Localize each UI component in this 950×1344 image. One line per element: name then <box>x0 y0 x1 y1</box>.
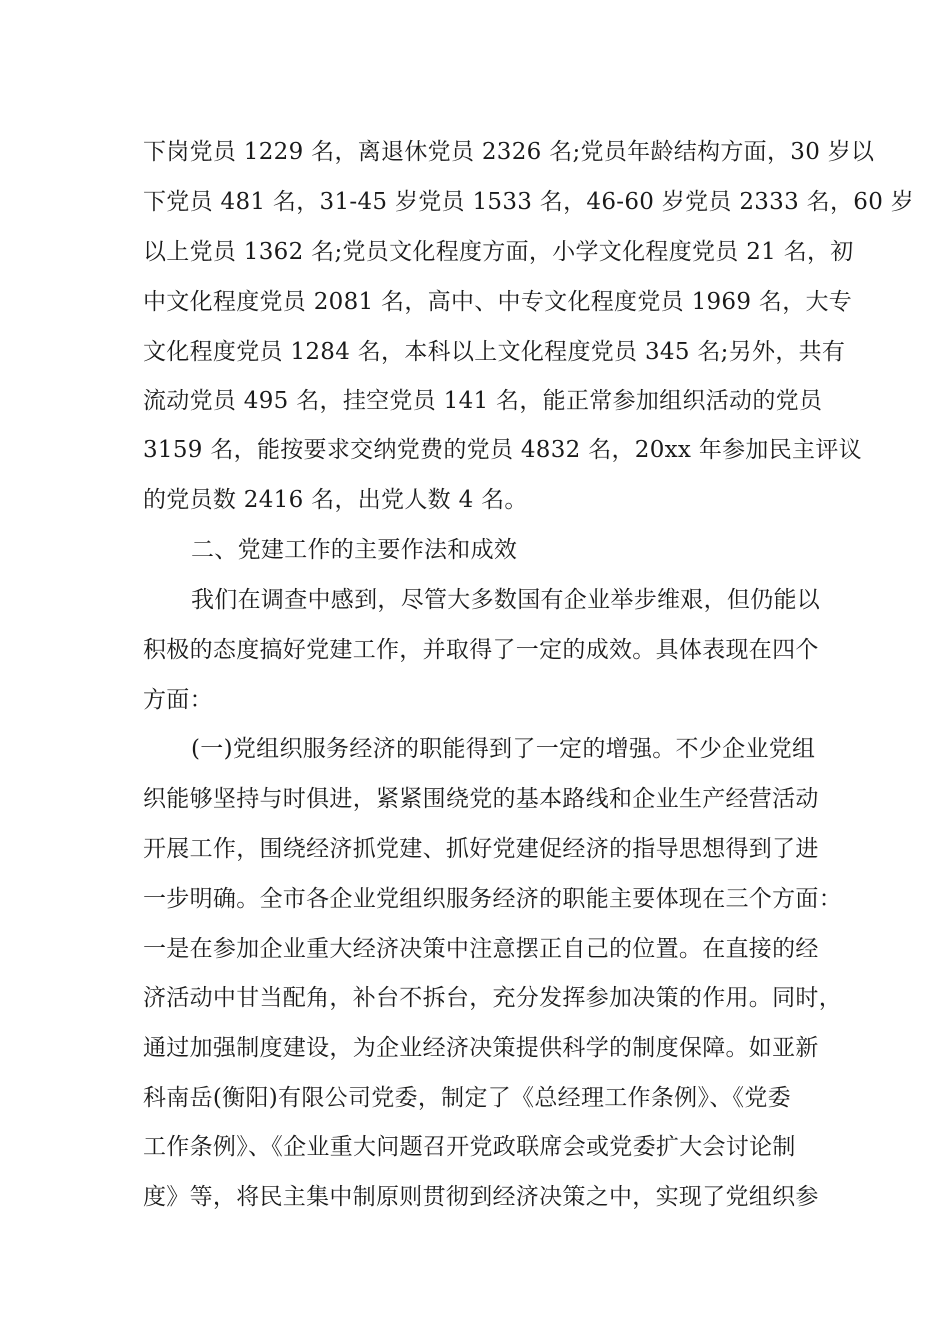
text-line: 一是在参加企业重大经济决策中注意摆正自己的位置。在直接的经 <box>143 936 819 962</box>
text-line: 中文化程度党员 2081 名，高中、中专文化程度党员 1969 名，大专 <box>143 289 853 315</box>
text-line: 下岗党员 1229 名，离退休党员 2326 名;党员年龄结构方面，30 岁以 <box>143 139 875 165</box>
text-line: 度》等，将民主集中制原则贯彻到经济决策之中，实现了党组织参 <box>143 1184 819 1210</box>
text-line: 下党员 481 名，31-45 岁党员 1533 名，46-60 岁党员 2333 名，60 岁 <box>143 189 915 215</box>
text-line: 工作条例》、《企业重大问题召开党政联席会或党委扩大会讨论制 <box>143 1134 796 1160</box>
text-line: 以上党员 1362 名;党员文化程度方面，小学文化程度党员 21 名，初 <box>143 239 854 265</box>
text-line: 通过加强制度建设，为企业经济决策提供科学的制度保障。如亚新 <box>143 1035 819 1061</box>
text-line: 方面： <box>143 687 213 713</box>
text-line: 积极的态度搞好党建工作，并取得了一定的成效。具体表现在四个 <box>143 637 819 663</box>
text-line: 3159 名，能按要求交纳党费的党员 4832 名，20xx 年参加民主评议 <box>143 437 862 463</box>
text-line: 一步明确。全市各企业党组织服务经济的职能主要体现在三个方面： <box>143 886 842 912</box>
text-line: 的党员数 2416 名，出党人数 4 名。 <box>143 487 528 513</box>
paragraph-first-line: (一)党组织服务经济的职能得到了一定的增强。不少企业党组 <box>191 736 816 762</box>
text-line: 开展工作，围绕经济抓党建、抓好党建促经济的指导思想得到了进 <box>143 836 819 862</box>
text-line: 济活动中甘当配角，补台不拆台，充分发挥参加决策的作用。同时， <box>143 985 842 1011</box>
text-line: 科南岳(衡阳)有限公司党委，制定了《总经理工作条例》、《党委 <box>143 1085 791 1111</box>
paragraph-first-line: 我们在调查中感到，尽管大多数国有企业举步维艰，但仍能以 <box>191 587 821 613</box>
text-line: 织能够坚持与时俱进，紧紧围绕党的基本路线和企业生产经营活动 <box>143 786 819 812</box>
text-line: 流动党员 495 名，挂空党员 141 名，能正常参加组织活动的党员 <box>143 388 823 414</box>
section-heading: 二、党建工作的主要作法和成效 <box>191 537 518 563</box>
text-line: 文化程度党员 1284 名，本科以上文化程度党员 345 名;另外，共有 <box>143 339 846 365</box>
